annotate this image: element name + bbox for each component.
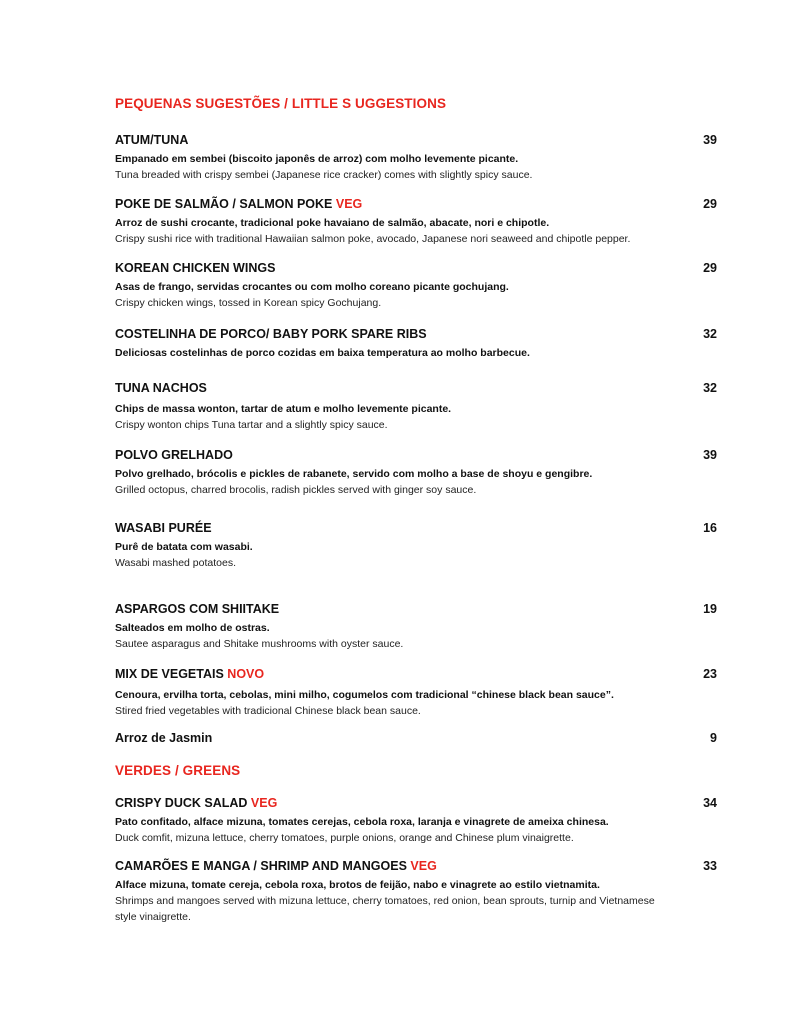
item-name: ATUM/TUNA xyxy=(115,133,189,147)
item-name: WASABI PURÉE xyxy=(115,521,212,535)
menu-item-crispy-duck-salad xyxy=(115,796,720,846)
item-description-en: Duck comfit, mizuna lettuce, cherry tomatoes, purple onions, orange and Chinese plum vinaigrette. xyxy=(115,832,574,844)
item-name: Arroz de Jasmin xyxy=(115,731,213,745)
item-name: POLVO GRELHADO xyxy=(115,448,233,462)
item-description-pt: Deliciosas costelinhas de porco cozidas em baixa temperatura ao molho barbecue. xyxy=(115,347,530,359)
item-price: 39 xyxy=(703,448,717,462)
item-description-en: Wasabi mashed potatoes. xyxy=(115,557,237,569)
item-price: 9 xyxy=(710,731,717,745)
item-name: POKE DE SALMÃO / SALMON POKE VEG xyxy=(115,197,363,211)
item-description-pt: Purê de batata com wasabi. xyxy=(115,541,253,553)
item-price: 19 xyxy=(703,602,717,616)
item-price: 16 xyxy=(703,521,717,535)
menu-item-tuna-nachos xyxy=(115,381,720,433)
veg-tag: VEG xyxy=(250,796,278,810)
section-title-greens: VERDES / GREENS xyxy=(115,763,241,778)
menu-item-aspargos-shiitake xyxy=(115,602,720,652)
item-price: 23 xyxy=(703,667,717,681)
item-description-en: Sautee asparagus and Shitake mushrooms with oyster sauce. xyxy=(115,638,404,650)
item-description-pt: Empanado em sembei (biscoito japonês de arroz) com molho levemente picante. xyxy=(115,153,519,165)
item-name: COSTELINHA DE PORCO/ BABY PORK SPARE RIBS xyxy=(115,327,427,341)
menu-item-polvo-grelhado xyxy=(115,448,720,498)
menu-item-shrimp-and-mangoes xyxy=(115,859,720,925)
section-title-small-suggestions: PEQUENAS SUGESTÕES / LITTLE S UGGESTIONS xyxy=(115,96,447,111)
item-name: ASPARGOS COM SHIITAKE xyxy=(115,602,280,616)
item-description-pt: Salteados em molho de ostras. xyxy=(115,622,270,634)
item-price: 32 xyxy=(703,381,717,395)
item-description-pt: Pato confitado, alface mizuna, tomates cerejas, cebola roxa, laranja e vinagrete de ameixa chinesa. xyxy=(115,816,609,828)
menu-item-wasabi-puree xyxy=(115,521,720,571)
item-description-en: Shrimps and mangoes served with mizuna lettuce, cherry tomatoes, red onion, bean sprouts, turnip and Vietnamese style vinaigrette. xyxy=(115,895,655,923)
item-description-pt: Polvo grelhado, brócolis e pickles de rabanete, servido com molho a base de shoyu e gengibre. xyxy=(115,468,593,480)
item-price: 29 xyxy=(703,261,717,275)
item-name: MIX DE VEGETAIS NOVO xyxy=(115,667,265,681)
item-name: CRISPY DUCK SALAD VEG xyxy=(115,796,278,810)
item-price: 29 xyxy=(703,197,717,211)
menu-item-salmon-poke xyxy=(115,197,720,247)
item-description-pt: Arroz de sushi crocante, tradicional poke havaiano de salmão, abacate, nori e chipotle. xyxy=(115,217,550,229)
item-price: 33 xyxy=(703,859,717,873)
item-description-pt: Cenoura, ervilha torta, cebolas, mini milho, cogumelos com tradicional “chinese black bean sauce”. xyxy=(115,689,614,701)
item-price: 32 xyxy=(703,327,717,341)
menu-item-mix-de-vegetais xyxy=(115,667,720,719)
item-description-en: Crispy chicken wings, tossed in Korean spicy Gochujang. xyxy=(115,297,382,309)
menu-item-arroz-de-jasmin xyxy=(115,731,720,749)
item-description-en: Crispy sushi rice with traditional Hawaiian salmon poke, avocado, Japanese nori seaweed and chipotle pepper. xyxy=(115,233,631,245)
veg-tag: VEG xyxy=(335,197,363,211)
item-name: CAMARÕES E MANGA / SHRIMP AND MANGOES VEG xyxy=(115,859,437,873)
item-description-pt: Chips de massa wonton, tartar de atum e molho levemente picante. xyxy=(115,403,452,415)
item-price: 34 xyxy=(703,796,717,810)
menu-item-baby-pork-spare-ribs xyxy=(115,327,720,361)
menu-item-atum-tuna xyxy=(115,133,720,183)
item-description-en: Grilled octopus, charred brocolis, radish pickles served with ginger soy sauce. xyxy=(115,484,477,496)
menu-item-korean-chicken-wings xyxy=(115,261,720,311)
item-description-pt: Alface mizuna, tomate cereja, cebola roxa, brotos de feijão, nabo e vinagrete ao estilo vietnamita. xyxy=(115,879,600,891)
new-tag: NOVO xyxy=(227,667,265,681)
item-name: KOREAN CHICKEN WINGS xyxy=(115,261,276,275)
veg-tag: VEG xyxy=(410,859,437,873)
item-name: TUNA NACHOS xyxy=(115,381,207,395)
item-description-en: Crispy wonton chips Tuna tartar and a slightly spicy sauce. xyxy=(115,419,388,431)
item-description-pt: Asas de frango, servidas crocantes ou com molho coreano picante gochujang. xyxy=(115,281,509,293)
item-description-en: Tuna breaded with crispy sembei (Japanese rice cracker) comes with slightly spicy sauce. xyxy=(115,169,533,181)
item-description-en: Stired fried vegetables with tradicional Chinese black bean sauce. xyxy=(115,705,421,717)
item-price: 39 xyxy=(703,133,717,147)
